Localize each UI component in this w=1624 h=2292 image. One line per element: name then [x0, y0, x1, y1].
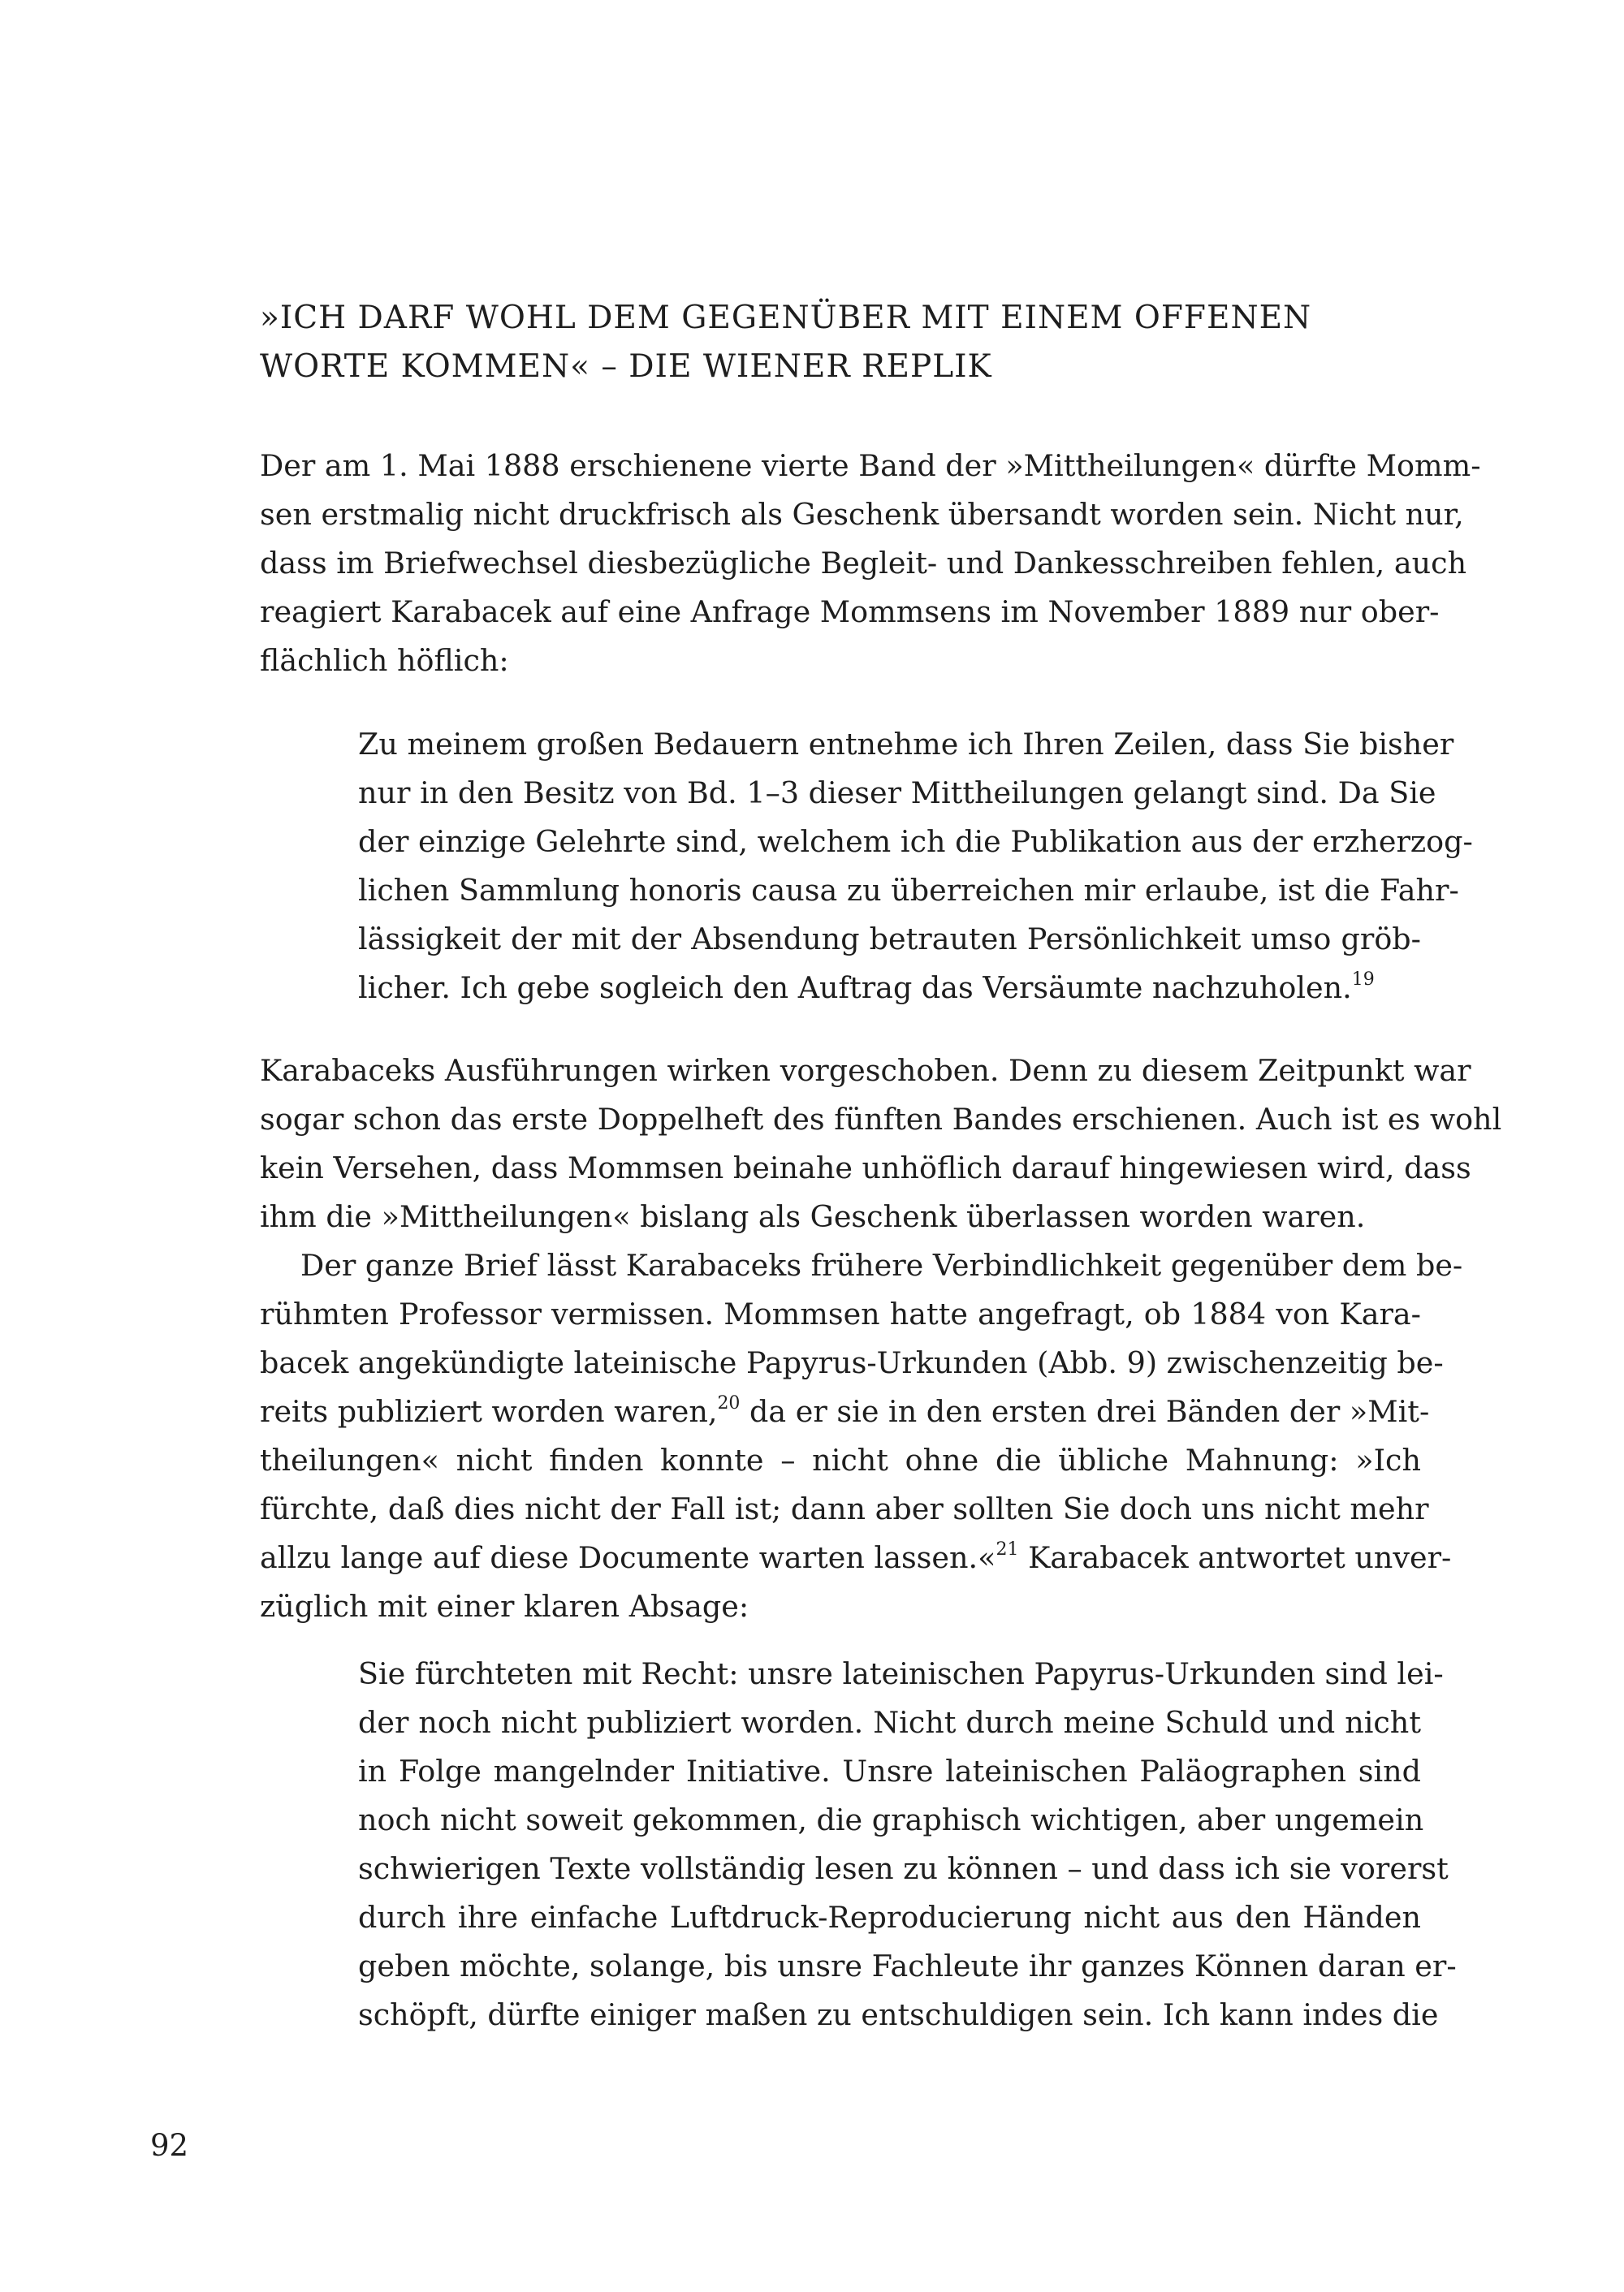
text-line: [260, 1534, 1452, 1582]
heading-line: WORTE KOMMEN« – DIE WIENER REPLIK: [260, 348, 992, 385]
text-line: ihm die »Mittheilungen« bislang als Geschenk überlassen worden waren.: [260, 1199, 1366, 1234]
paragraph-letter: [260, 1241, 1463, 1631]
text-segment: Karabacek antwortet unver-: [1018, 1540, 1452, 1575]
text-line: [260, 1388, 1430, 1436]
quote-line: [358, 964, 1421, 1012]
quote-text: licher. Ich gebe sogleich den Auftrag das Versäumte nachzuholen.: [358, 970, 1352, 1005]
text-line: Der am 1. Mai 1888 erschienene vierte Band der »Mittheilungen« dürfte Momm-: [260, 448, 1481, 483]
page-number: 92: [150, 2128, 189, 2163]
text-line: sogar schon das erste Doppelheft des fünften Bandes erschienen. Auch ist es wohl: [260, 1102, 1502, 1137]
text-line: fürchte, daß dies nicht der Fall ist; dann aber sollten Sie doch uns nicht mehr: [260, 1491, 1429, 1526]
text-line: theilungen« nicht finden konnte – nicht ohne die übliche Mahnung: »Ich: [260, 1443, 1421, 1478]
text-line: sen erstmalig nicht druckfrisch als Geschenk übersandt worden sein. Nicht nur,: [260, 497, 1464, 532]
quote-line: lichen Sammlung honoris causa zu überreichen mir erlaube, ist die Fahr-: [358, 873, 1459, 908]
text-line: Der ganze Brief lässt Karabaceks frühere Verbindlichkeit gegenüber dem be-: [300, 1248, 1463, 1283]
text-line: flächlich höflich:: [260, 643, 509, 678]
paragraph-intro: [260, 442, 1481, 685]
footnote-ref-20[interactable]: 20: [717, 1393, 741, 1414]
text-line: züglich mit einer klaren Absage:: [260, 1589, 749, 1624]
text-line: dass im Briefwechsel diesbezügliche Begleit- und Dankesschreiben fehlen, auch: [260, 546, 1467, 581]
quote-line: in Folge mangelnder Initiative. Unsre lateinischen Paläographen sind: [358, 1754, 1421, 1789]
quote-line: durch ihre einfache Luftdruck-Reproducierung nicht aus den Händen: [358, 1900, 1421, 1935]
paragraph-commentary: [260, 1047, 1502, 1241]
text-segment: allzu lange auf diese Documente warten lassen.«: [260, 1540, 996, 1575]
text-segment: da er sie in den ersten drei Bänden der »Mit-: [740, 1394, 1430, 1429]
text-line: Karabaceks Ausführungen wirken vorgeschoben. Denn zu diesem Zeitpunkt war: [260, 1053, 1471, 1088]
quote-line: der einzige Gelehrte sind, welchem ich die Publikation aus der erzherzog-: [358, 824, 1473, 859]
quote-line: schöpft, dürfte einiger maßen zu entschuldigen sein. Ich kann indes die: [358, 1997, 1439, 2032]
section-heading: [260, 294, 1421, 391]
quote-line: nur in den Besitz von Bd. 1–3 dieser Mittheilungen gelangt sind. Da Sie: [358, 775, 1436, 810]
quote-line: der noch nicht publiziert worden. Nicht durch meine Schuld und nicht: [358, 1705, 1421, 1740]
text-line: reagiert Karabacek auf eine Anfrage Mommsens im November 1889 nur ober-: [260, 594, 1440, 629]
quote-line: geben möchte, solange, bis unsre Fachleute ihr ganzes Können daran er-: [358, 1949, 1457, 1983]
block-quote-1: [358, 720, 1473, 1012]
footnote-ref-19[interactable]: 19: [1351, 969, 1375, 990]
quote-line: Sie fürchteten mit Recht: unsre lateinischen Papyrus-Urkunden sind lei-: [358, 1656, 1444, 1691]
text-line: rühmten Professor vermissen. Mommsen hatte angefragt, ob 1884 von Kara-: [260, 1297, 1421, 1332]
text-line: kein Versehen, dass Mommsen beinahe unhöflich darauf hingewiesen wird, dass: [260, 1150, 1471, 1185]
quote-line: noch nicht soweit gekommen, die graphisch wichtigen, aber ungemein: [358, 1802, 1424, 1837]
quote-line: lässigkeit der mit der Absendung betrauten Persönlichkeit umso gröb-: [358, 922, 1421, 956]
text-line: bacek angekündigte lateinische Papyrus-Urkunden (Abb. 9) zwischenzeitig be-: [260, 1345, 1444, 1380]
quote-line: schwierigen Texte vollständig lesen zu können – und dass ich sie vorerst: [358, 1851, 1449, 1886]
block-quote-2: [358, 1650, 1457, 2039]
footnote-ref-21[interactable]: 21: [996, 1539, 1019, 1560]
quote-line: Zu meinem großen Bedauern entnehme ich Ihren Zeilen, dass Sie bisher: [358, 727, 1454, 762]
text-segment: reits publiziert worden waren,: [260, 1394, 718, 1429]
heading-line: »ICH DARF WOHL DEM GEGENÜBER MIT EINEM OFFENEN: [260, 300, 1312, 336]
